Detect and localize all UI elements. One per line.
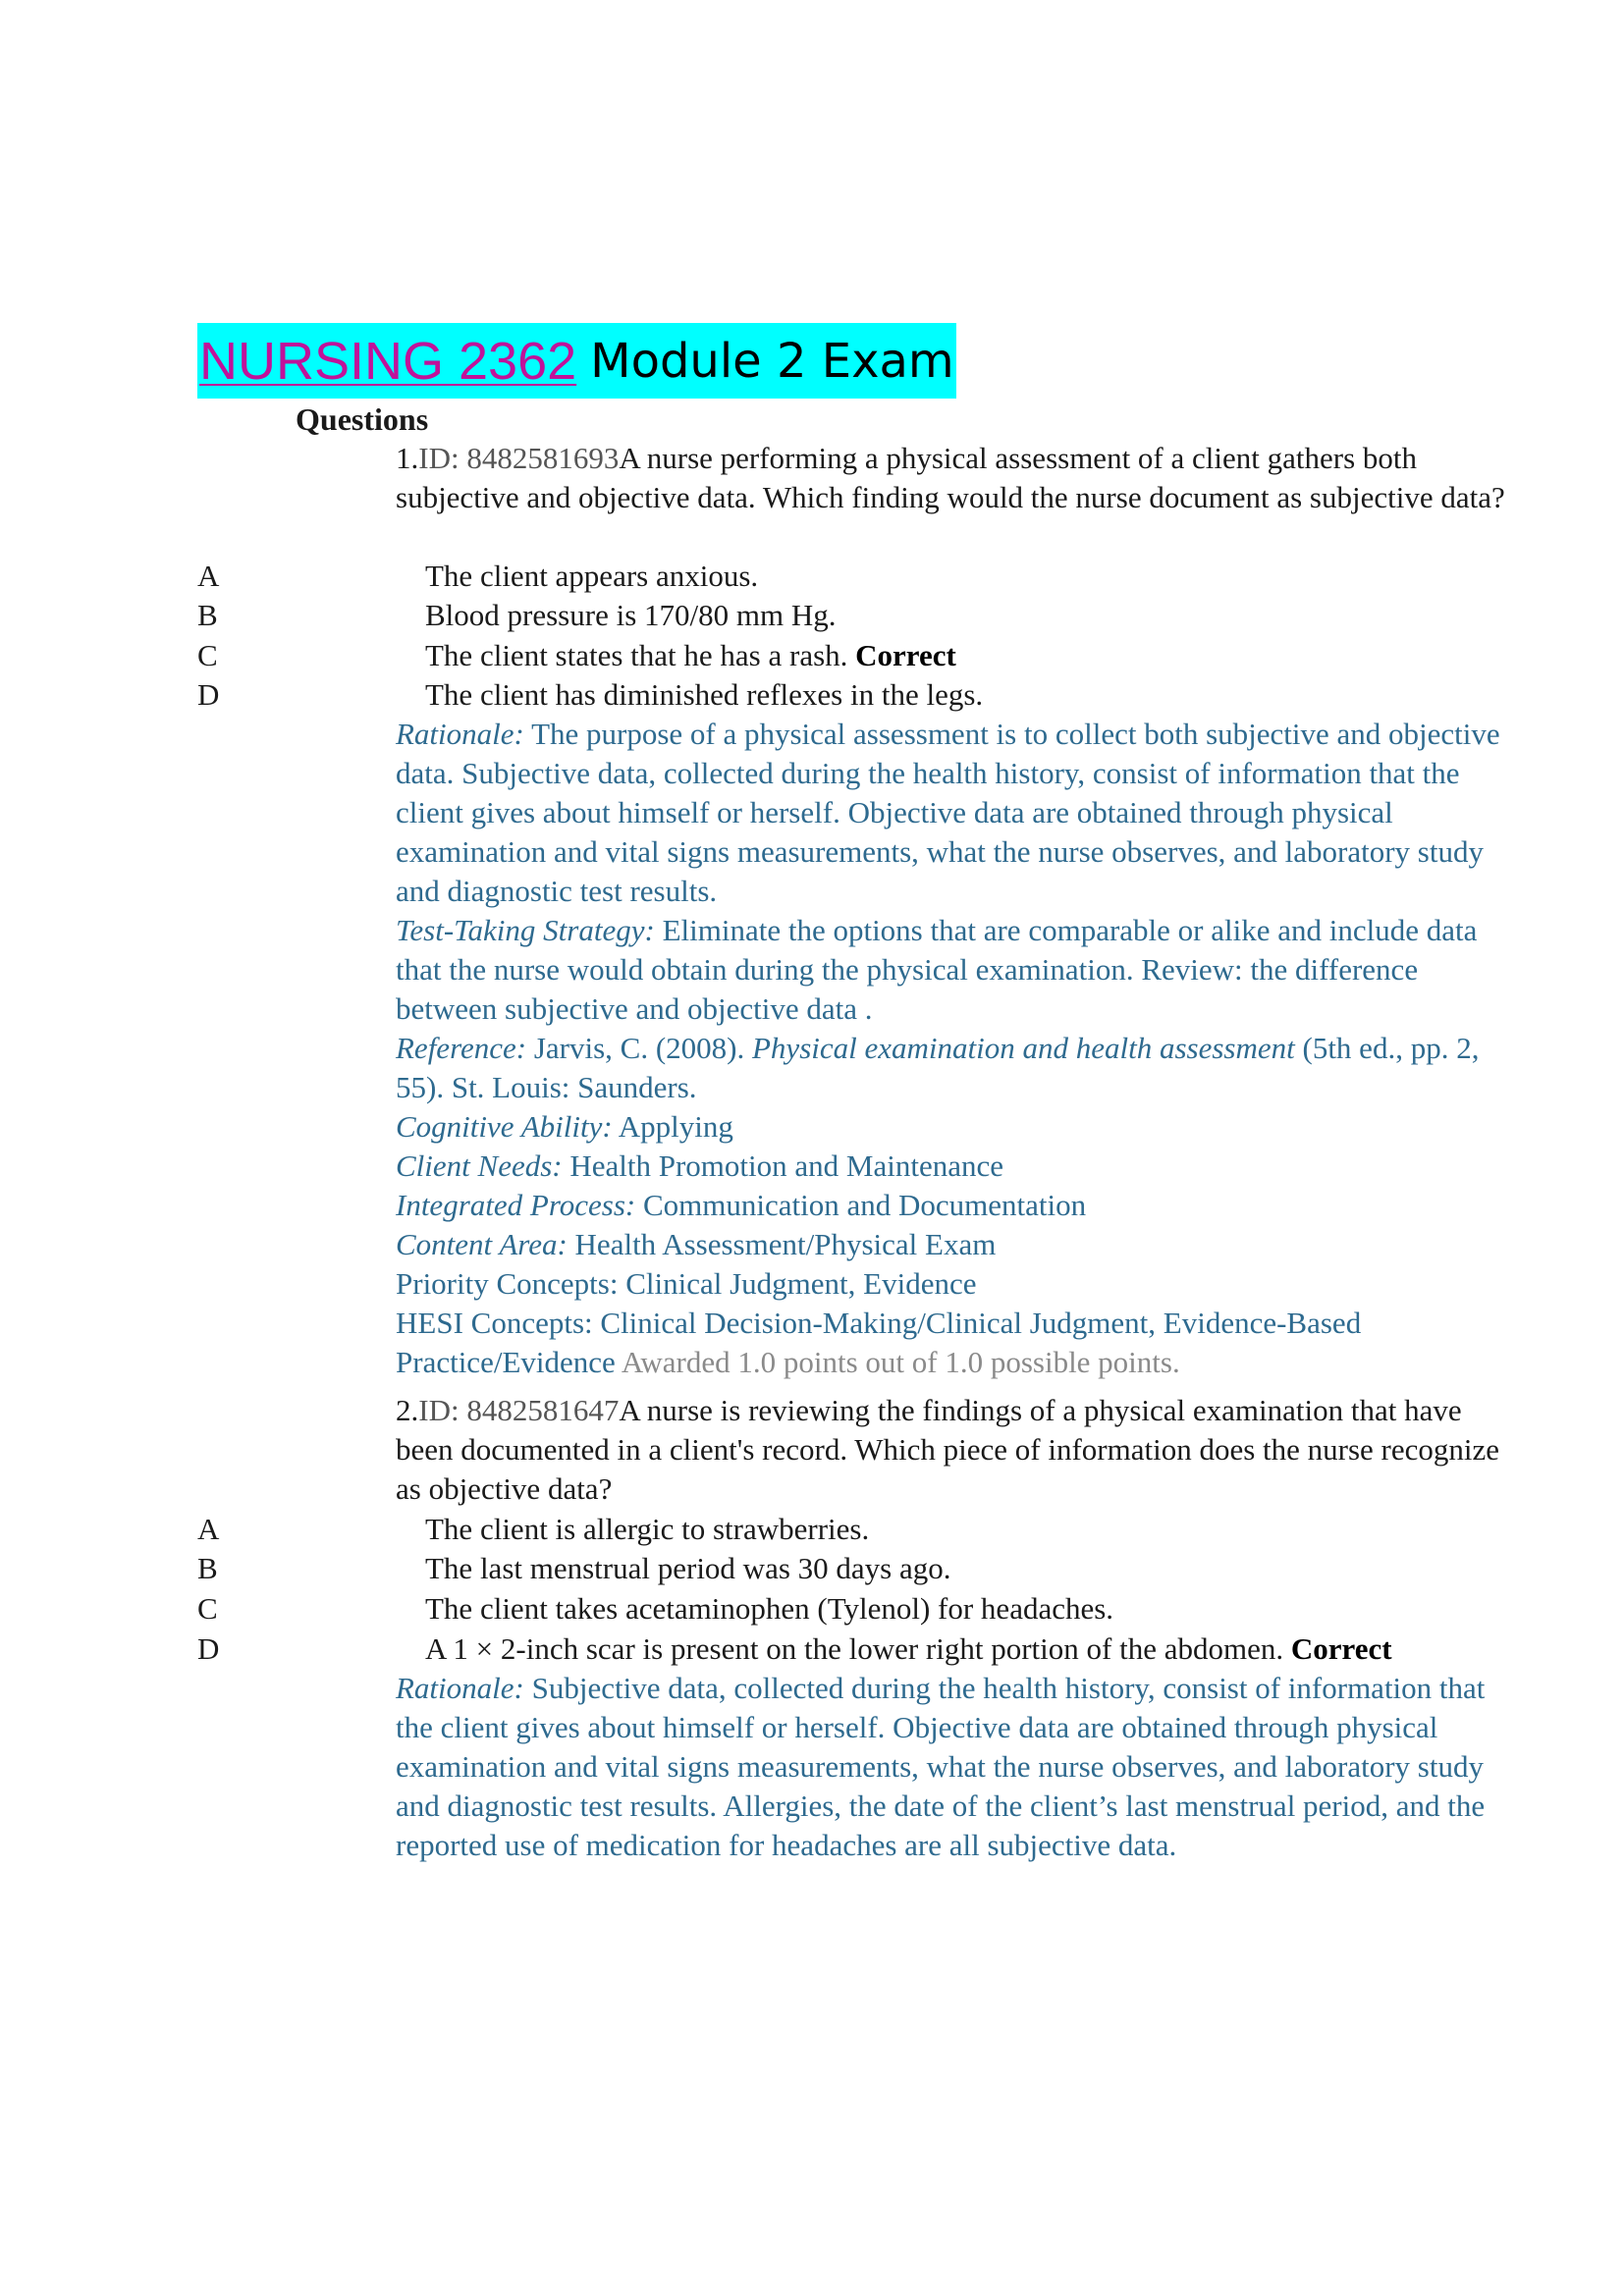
reference-label: Reference: bbox=[396, 1031, 527, 1065]
option-letter: D bbox=[197, 1631, 220, 1666]
course-link[interactable]: NURSING 2362 bbox=[199, 331, 577, 391]
option-text: The client appears anxious. bbox=[425, 559, 759, 593]
priority-concepts: Priority Concepts: Clinical Judgment, Evidence bbox=[396, 1266, 977, 1301]
questions-heading: Questions bbox=[296, 401, 429, 437]
question-number: 2. bbox=[396, 1393, 419, 1427]
option-text: A 1 × 2-inch scar is present on the lower right portion of the abdomen. Correct bbox=[425, 1631, 1392, 1666]
rationale: Rationale: Subjective data, collected during the health history, consist of information that the client gives about himself or herself. Objective data are obtained through physical examination and vital signs measurements, what the nurse observes, and laboratory study and diagnostic test results. Allergies, the date of the client’s last menstrual period, and the reported use of medication for headaches are all subjective data. bbox=[396, 1671, 1486, 1862]
question-id: ID: 8482581693 bbox=[418, 441, 620, 475]
option-text: The client states that he has a rash. Correct bbox=[425, 638, 956, 672]
client-needs: Health Promotion and Maintenance bbox=[569, 1148, 1003, 1183]
strategy-text: Eliminate the options that are comparable or alike and include data that the nurse would obtain during the physical examination. Review: the difference between subjective and objective data . bbox=[396, 913, 1478, 1026]
correct-marker: Correct bbox=[855, 638, 956, 672]
option-text: Blood pressure is 170/80 mm Hg. bbox=[425, 598, 837, 632]
question-text: A nurse performing a physical assessment of a client gathers both subjective and objective data. Which finding would the nurse document as subjective data? bbox=[396, 441, 1505, 514]
option-letter: D bbox=[197, 677, 220, 712]
option-letter: B bbox=[197, 598, 218, 632]
content-area: Health Assessment/Physical Exam bbox=[574, 1227, 997, 1261]
correct-marker: Correct bbox=[1290, 1631, 1392, 1666]
reference-title: Physical examination and health assessment bbox=[752, 1031, 1295, 1065]
question-1-stem bbox=[396, 439, 1525, 517]
option-text: The client is allergic to strawberries. bbox=[425, 1512, 870, 1546]
option-letter: A bbox=[197, 1512, 220, 1546]
option-text: The last menstrual period was 30 days ago. bbox=[425, 1551, 951, 1585]
rationale: Rationale: The purpose of a physical assessment is to collect both subjective and objective data. Subjective data, collected during the health history, consist of information that the client gives about himself or herself. Objective data are obtained through physical examination and vital signs measurements, what the nurse observes, and laboratory study and diagnostic test results. Test-Taking Strategy: Eliminate the options that are comparable or alike and include data that the nurse would obtain during the physical examination. Review: the difference between subjective and objective data . Reference: Jarvis, C. (2008). Physical examination and health assessment (5th ed., pp. 2, 55). St. Louis: Saunders. Cognitive Ability: Applying Client Needs: Health Promotion and Maintenance Integrated Process: Communication and Documentation Content Area: Health Assessment/Physical Exam Priority Concepts: Clinical Judgment, Evidence HESI Concepts: Clinical Decision-Making/Clinical Judgment, Evidence-Based Practice/Evidence Awarded 1.0 points out of 1.0 possible points. bbox=[396, 717, 1500, 1379]
question-id: ID: 8482581647 bbox=[418, 1393, 620, 1427]
hesi-concepts: HESI Concepts: Clinical Decision-Making/Clinical Judgment, Evidence-Based Practice/Evidence bbox=[396, 1306, 1362, 1379]
exam-title: Module 2 Exam bbox=[590, 333, 954, 389]
option-text: The client takes acetaminophen (Tylenol) for headaches. bbox=[425, 1591, 1114, 1626]
option-letter: B bbox=[197, 1551, 218, 1585]
strategy-label: Test-Taking Strategy: bbox=[396, 913, 655, 947]
integrated-process: Communication and Documentation bbox=[642, 1188, 1087, 1222]
option-letter: C bbox=[197, 638, 218, 672]
option-text: The client has diminished reflexes in the legs. bbox=[425, 677, 984, 712]
question-text: A nurse is reviewing the findings of a physical examination that have been documented in a client's record. Which piece of information does the nurse recognize as objective data? bbox=[396, 1393, 1500, 1506]
document-title bbox=[197, 323, 956, 399]
question-2-stem bbox=[396, 1391, 1525, 1509]
option-letter: A bbox=[197, 559, 220, 593]
question-number: 1. bbox=[396, 441, 419, 475]
cognitive-ability: Applying bbox=[618, 1109, 733, 1144]
option-letter: C bbox=[197, 1591, 218, 1626]
points-awarded: Awarded 1.0 points out of 1.0 possible points. bbox=[621, 1345, 1180, 1379]
